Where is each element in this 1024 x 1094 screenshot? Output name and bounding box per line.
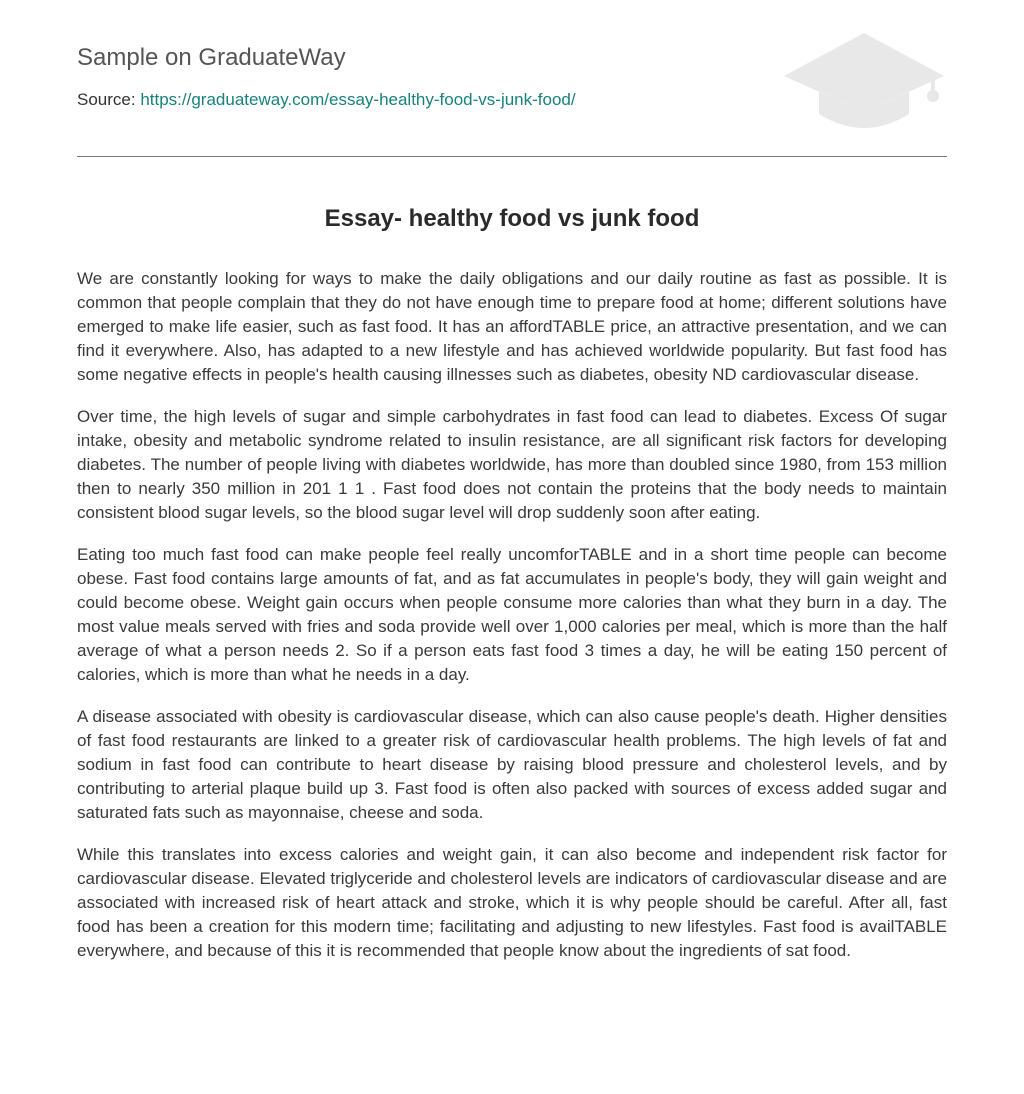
essay-paragraph: Eating too much fast food can make people feel really uncomforTABLE and in a short time people can become obese. Fast food contains large amounts of fat, and as fat accumulates in people's body, they will gain weight and could become obese. Weight gain occurs when people consume more calories than what they burn in a day. The most value meals served with fries and soda provide well over 1,000 calories per meal, which is more than the half average of what a person needs 2. So if a person eats fast food 3 times a day, he will be eating 150 percent of calories, which is more than what he needs in a day. bbox=[77, 545, 947, 684]
essay-title: Essay- healthy food vs junk food bbox=[324, 205, 700, 232]
essay-paragraph: We are constantly looking for ways to make the daily obligations and our daily routine as fast as possible. It is common that people complain that they do not have enough time to prepare food at home; different solutions have emerged to make life easier, such as fast food. It has an affordTABLE price, an attractive presentation, and we can find it everywhere. Also, has adapted to a new lifestyle and has achieved worldwide popularity. But fast food has some negative effects in people's health causing illnesses such as diabetes, obesity ND cardiovascular disease. bbox=[77, 269, 947, 384]
source-label: Source: bbox=[77, 90, 136, 109]
graduation-cap-icon bbox=[781, 30, 947, 132]
source-line bbox=[77, 90, 576, 110]
header bbox=[77, 0, 947, 157]
site-title: Sample on GraduateWay bbox=[77, 44, 346, 71]
essay-paragraph: While this translates into excess calories and weight gain, it can also become and independent risk factor for cardiovascular disease. Elevated triglyceride and cholesterol levels are indicators of cardiovascular disease and are associated with increased risk of heart attack and stroke, which it is why people should be careful. After all, fast food has been a creation for this modern time; facilitating and adjusting to new lifestyles. Fast food is availTABLE everywhere, and because of this it is recommended that people know about the ingredients of sat food. bbox=[77, 845, 947, 960]
essay-paragraph: A disease associated with obesity is cardiovascular disease, which can also cause people's death. Higher densities of fast food restaurants are linked to a greater risk of cardiovascular health problems. The high levels of fat and sodium in fast food can contribute to heart disease by raising blood pressure and cholesterol levels, and by contributing to arterial plaque build up 3. Fast food is often also packed with sources of excess added sugar and saturated fats such as mayonnaise, cheese and soda. bbox=[77, 707, 947, 822]
page bbox=[77, 0, 947, 960]
essay-paragraph: Over time, the high levels of sugar and simple carbohydrates in fast food can lead to diabetes. Excess Of sugar intake, obesity and metabolic syndrome related to insulin resistance, are all significant risk factors for developing diabetes. The number of people living with diabetes worldwide, has more than doubled since 1980, from 153 million then to nearly 350 million in 201 1 1 . Fast food does not contain the proteins that the body needs to maintain consistent blood sugar levels, so the blood sugar level will drop suddenly soon after eating. bbox=[77, 407, 947, 522]
source-link[interactable]: https://graduateway.com/essay-healthy-food-vs-junk-food/ bbox=[140, 90, 576, 109]
essay-body bbox=[77, 267, 947, 981]
